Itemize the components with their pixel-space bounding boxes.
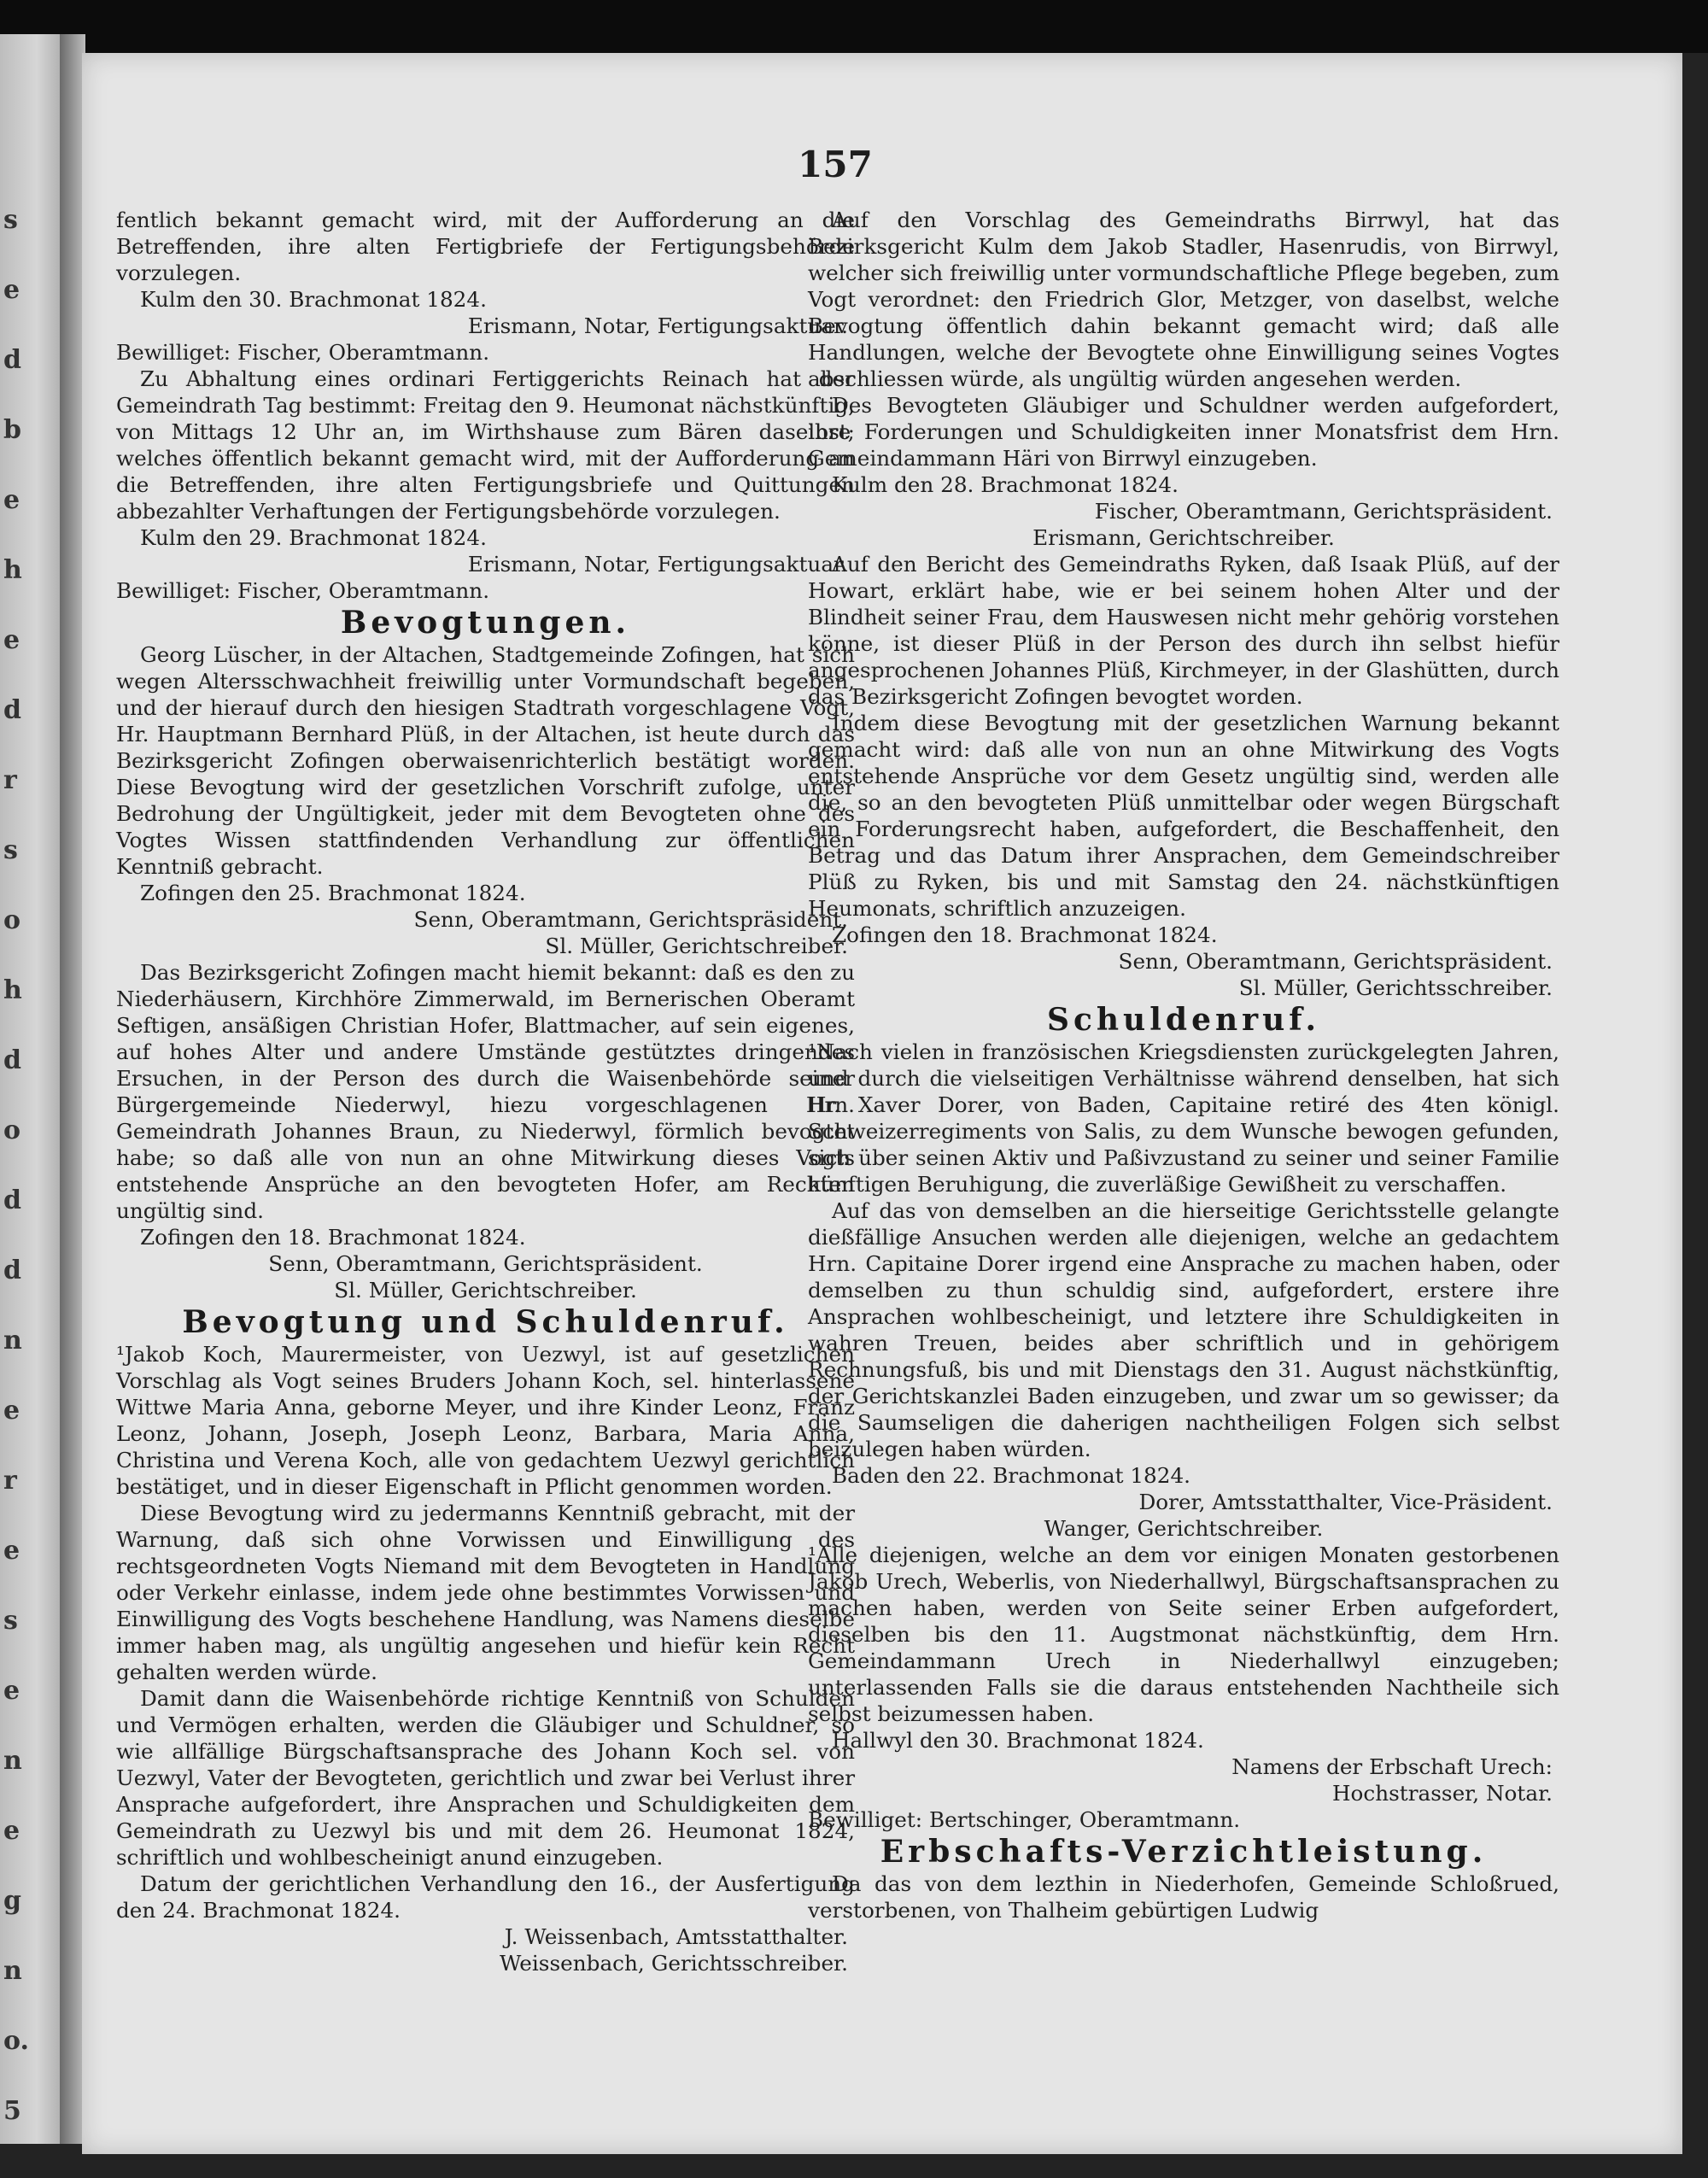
previous-page-text-fragment: d [3, 1045, 21, 1075]
previous-page-text-fragment: d [3, 1186, 21, 1215]
notice-date: Kulm den 30. Brachmonat 1824. [140, 287, 487, 312]
notice-signature: Hochstrasser, Notar. [1332, 1781, 1553, 1806]
notice-paragraph: Damit dann die Waisenbehörde richtige Kenntniß von Schulden und Vermögen erhalten, werden die Gläubiger und Schuldner, so wie allfällige Bürgschaftsansprache des Johann Koch sel. von Uezwyl, Vater der Bevogteten, gerichtlich und zwar bei Verlust ihrer Ansprache aufgefordert, ihre Ansprachen und Schuldigkeiten dem Gemeindrath zu Uezwyl bis und mit dem 26. Heumonat 1824, schriftlich und wohlbescheinigt anund einzugeben. [116, 1686, 855, 1870]
notice-signature: Erismann, Notar, Fertigungsaktuar. [467, 552, 848, 577]
previous-page-text-fragment: d [3, 345, 21, 375]
previous-page-text-fragment: n [3, 1956, 22, 1986]
previous-page-text-fragment: e [3, 625, 20, 655]
previous-page-text-fragment: b [3, 415, 21, 445]
notice-signature: Fischer, Oberamtmann, Gerichtspräsident. [1094, 499, 1553, 524]
notice-date: Baden den 22. Brachmonat 1824. [832, 1463, 1191, 1488]
previous-page-text-fragment: d [3, 695, 21, 725]
notice-signature: Weissenbach, Gerichtsschreiber. [499, 1951, 848, 1976]
previous-page-text-fragment: h [3, 555, 22, 585]
previous-page-text-fragment: o. [3, 2026, 29, 2056]
previous-page-text-fragment: n [3, 1746, 22, 1776]
right-column [808, 207, 1559, 1923]
section-heading: Bevogtungen. [340, 605, 631, 641]
notice-date: Kulm den 29. Brachmonat 1824. [140, 525, 487, 550]
notice-signature: Namens der Erbschaft Urech: [1231, 1754, 1553, 1779]
notice-paragraph: Diese Bevogtung wird zu jedermanns Kenntniß gebracht, mit der Warnung, daß sich ohne Vorwissen und Einwilligung des rechtsgeordneten Vogts Niemand mit dem Bevogteten in Handlung oder Verkehr einlasse, indem jede ohne bestimmtes Vorwissen und Einwilligung des Vogts beschehene Handlung, was Namens dieselbe immer haben mag, als ungültig angesehen und hiefür kein Recht gehalten werden würde. [116, 1501, 855, 1684]
page-number: 157 [798, 143, 873, 185]
notice-signature: Senn, Oberamtmann, Gerichtspräsident. [268, 1251, 703, 1276]
previous-page-text-fragment: e [3, 1816, 20, 1846]
previous-page-text-fragment: s [3, 1606, 18, 1636]
notice-date: Zofingen den 18. Brachmonat 1824. [140, 1225, 526, 1250]
approval-line: Bewilliget: Fischer, Oberamtmann. [116, 578, 490, 603]
notice-signature: Erismann, Gerichtschreiber. [1032, 525, 1335, 550]
notice-signature: Sl. Müller, Gerichtschreiber. [545, 934, 848, 958]
notice-paragraph: Auf den Vorschlag des Gemeindraths Birrwyl, hat das Bezirksgericht Kulm dem Jakob Stadler, Hasenrudis, von Birrwyl, welcher sich freiwillig unter vormundschaftliche Pflege begeben, zum Vogt verordnet: den Friedrich Glor, Metzger, von daselbst, welche Bevogtung öffentlich dahin bekannt gemacht wird; daß alle Handlungen, welche der Bevogtete ohne Einwilligung seines Vogtes abschliessen würde, als ungültig würden angesehen werden. [808, 208, 1559, 391]
notice-paragraph: Auf den Bericht des Gemeindraths Ryken, daß Isaak Plüß, auf der Howart, erklärt habe, wie er bei seinem hohen Alter und der Blindheit seiner Frau, dem Hauswesen nicht mehr gehörig vorstehen könne, ist dieser Plüß in der Person des durch ihn selbst hiefür angesprochenen Johannes Plüß, Kirchmeyer, in der Glashütten, durch das Bezirksgericht Zofingen bevogtet worden. [808, 552, 1559, 709]
notice-paragraph: fentlich bekannt gemacht wird, mit der Aufforderung an die Betreffenden, ihre alten Fertigbriefe der Fertigungsbehörde vorzulegen. [116, 208, 855, 285]
notice-signature: Sl. Müller, Gerichtsschreiber. [1238, 975, 1553, 1000]
notice-paragraph: Auf das von demselben an die hierseitige Gerichtsstelle gelangte dießfällige Ansuchen werden alle diejenigen, welche an gedachtem Hrn. Capitaine Dorer irgend eine Ansprache zu machen haben, oder demselben zu thun schuldig sind, aufgefordert, erstere ihre Ansprachen wohlbescheinigt, und letztere ihre Schuldigkeiten in wahren Treuen, beides aber schriftlich und in gehörigem Rechnungsfuß, bis und mit Dienstags den 31. August nächstkünftig, der Gerichtskanzlei Baden einzugeben, und zwar um so gewisser; da die Saumseligen die daherigen nachtheiligen Folgen sich selbst beizulegen haben würden. [808, 1198, 1559, 1461]
notice-signature: Senn, Oberamtmann, Gerichtspräsident. [413, 907, 848, 932]
previous-page-text-fragment: g [3, 1886, 21, 1916]
previous-page-text-fragment: d [3, 1256, 21, 1285]
notice-paragraph: ¹Jakob Koch, Maurermeister, von Uezwyl, ist auf gesetzlichen Vorschlag als Vogt seines Bruders Johann Koch, sel. hinterlassene Wittwe Maria Anna, geborne Meyer, und ihre Kinder Leonz, Franz Leonz, Johann, Joseph, Joseph Leonz, Barbara, Maria Anna, Christina und Verena Koch, alle von gedachtem Uezwyl gerichtlich bestätiget, und in dieser Eigenschaft in Pflicht genommen worden. [116, 1342, 855, 1499]
approval-line: Bewilliget: Fischer, Oberamtmann. [116, 340, 490, 365]
notice-paragraph: ¹Nach vielen in französischen Kriegsdiensten zurückgelegten Jahren, und durch die vielseitigen Verhältnisse während denselben, hat sich Hr. Xaver Dorer, von Baden, Capitaine retiré des 4ten königl. Schweizerregiments von Salis, zu dem Wunsche bewogen gefunden, sich über seinen Aktiv und Paßivzustand zu seiner und seiner Familie künftigen Beruhigung, die zuverläßige Gewißheit zu verschaffen. [808, 1039, 1559, 1197]
previous-page-text-fragment: n [3, 1326, 22, 1355]
newspaper-page [82, 53, 1682, 2154]
notice-paragraph: Indem diese Bevogtung mit der gesetzlichen Warnung bekannt gemacht wird: daß alle von nun an ohne Mitwirkung des Vogts entstehende Ansprüche vor dem Gesetz ungültig sind, werden alle die, so an den bevogteten Plüß unmittelbar oder wegen Bürgschaft ein Forderungsrecht haben, aufgefordert, die Beschaffenheit, den Betrag und das Datum ihrer Ansprachen, dem Gemeindschreiber Plüß zu Ryken, bis und mit Samstag den 24. nächstkünftigen Heumonats, schriftlich anzuzeigen. [808, 711, 1559, 921]
previous-page-text-fragment: e [3, 1536, 20, 1566]
notice-date: Zofingen den 18. Brachmonat 1824. [832, 922, 1218, 947]
notice-date: Hallwyl den 30. Brachmonat 1824. [832, 1728, 1204, 1753]
previous-page-text-fragment: s [3, 835, 18, 865]
notice-date: Kulm den 28. Brachmonat 1824. [832, 472, 1179, 497]
previous-page-text-fragment: e [3, 275, 20, 305]
notice-paragraph: Zu Abhaltung eines ordinari Fertiggerichts Reinach hat der Gemeindrath Tag bestimmt: Freitag den 9. Heumonat nächstkünftig, von Mittags 12 Uhr an, im Wirthshause zum Bären daselbst; welches öffentlich bekannt gemacht wird, mit der Aufforderung an die Betreffenden, ihre alten Fertigungsbriefe und Quittungen abbezahlter Verhaftungen der Fertigungsbehörde vorzulegen. [116, 366, 855, 524]
notice-paragraph: Georg Lüscher, in der Altachen, Stadtgemeinde Zofingen, hat sich wegen Altersschwachheit freiwillig unter Vormundschaft begeben, und der hierauf durch den hiesigen Stadtrath vorgeschlagene Vogt, Hr. Hauptmann Bernhard Plüß, in der Altachen, ist heute durch das Bezirksgericht Zofingen oberwaisenrichterlich bestätigt worden. Diese Bevogtung wird der gesetzlichen Vorschrift zufolge, unter Bedrohung der Ungültigkeit, jeder mit dem Bevogteten ohne des Vogtes Wissen stattfindenden Verhandlung zur öffentlichen Kenntniß gebracht. [116, 642, 855, 879]
previous-page-text-fragment: s [3, 205, 18, 235]
previous-page-text-fragment: o [3, 1115, 21, 1145]
notice-paragraph: Da das von dem lezthin in Niederhofen, Gemeinde Schloßrued, verstorbenen, von Thalheim gebürtigen Ludwig [808, 1871, 1559, 1923]
notice-signature: Senn, Oberamtmann, Gerichtspräsident. [1118, 949, 1553, 974]
previous-page-text-fragment: r [3, 765, 17, 795]
notice-signature: Erismann, Notar, Fertigungsaktuar. [467, 313, 848, 338]
notice-date: Zofingen den 25. Brachmonat 1824. [140, 881, 526, 905]
previous-page-edge [0, 34, 61, 2144]
notice-paragraph: Das Bezirksgericht Zofingen macht hiemit bekannt: daß es den zu Niederhäusern, Kirchhöre Zimmerwald, im Bernerischen Oberamt Seftigen, ansäßigen Christian Hofer, Blattmacher, auf sein eigenes, auf hohes Alter und andere Umstände gestütztes dringendes Ersuchen, in der Person des durch die Waisenbehörde seiner Bürgergemeinde Niederwyl, hiezu vorgeschlagenen Hrn. Gemeindrath Johannes Braun, zu Niederwyl, förmlich bevogtet habe; so daß alle von nun an ohne Mitwirkung dieses Vogts entstehende Ansprüche an den bevogteten Hofer, am Rechten ungültig sind. [116, 960, 855, 1223]
previous-page-text-fragment: 5 [3, 2096, 21, 2126]
scan-top-edge [0, 0, 1708, 53]
previous-page-text-fragment: r [3, 1466, 17, 1496]
notice-signature: Sl. Müller, Gerichtschreiber. [334, 1278, 637, 1303]
left-column [116, 207, 855, 1976]
section-heading: Erbschafts-Verzichtleistung. [880, 1834, 1488, 1870]
previous-page-text-fragment: e [3, 1676, 20, 1706]
previous-page-text-fragment: o [3, 905, 21, 935]
notice-signature: Wanger, Gerichtschreiber. [1044, 1516, 1324, 1541]
previous-page-text-fragment: h [3, 975, 22, 1005]
approval-line: Bewilliget: Bertschinger, Oberamtmann. [808, 1807, 1241, 1832]
notice-signature: Dorer, Amtsstatthalter, Vice-Präsident. [1138, 1490, 1553, 1514]
section-heading: Bevogtung und Schuldenruf. [182, 1304, 789, 1340]
previous-page-text-fragment: e [3, 1396, 20, 1426]
notice-paragraph: Des Bevogteten Gläubiger und Schuldner werden aufgefordert, ihre Forderungen und Schuldigkeiten inner Monatsfrist dem Hrn. Gemeindammann Häri von Birrwyl einzugeben. [808, 393, 1559, 471]
notice-paragraph: Datum der gerichtlichen Verhandlung den 16., der Ausfertigung den 24. Brachmonat 1824. [116, 1871, 855, 1923]
section-heading: Schuldenruf. [1046, 1002, 1321, 1038]
previous-page-text-fragment: e [3, 485, 20, 515]
notice-paragraph: ¹Alle diejenigen, welche an dem vor einigen Monaten gestorbenen Jakob Urech, Weberlis, von Niederhallwyl, Bürgschaftsansprachen zu machen haben, werden von Seite seiner Erben aufgefordert, dieselben bis den 11. Augstmonat nächstkünftig, dem Hrn. Gemeindammann Urech in Niederhallwyl einzugeben; unterlassenden Falls sie die daraus entstehenden Nachtheile sich selbst beizumessen haben. [808, 1543, 1559, 1726]
notice-signature: J. Weissenbach, Amtsstatthalter. [504, 1924, 848, 1949]
